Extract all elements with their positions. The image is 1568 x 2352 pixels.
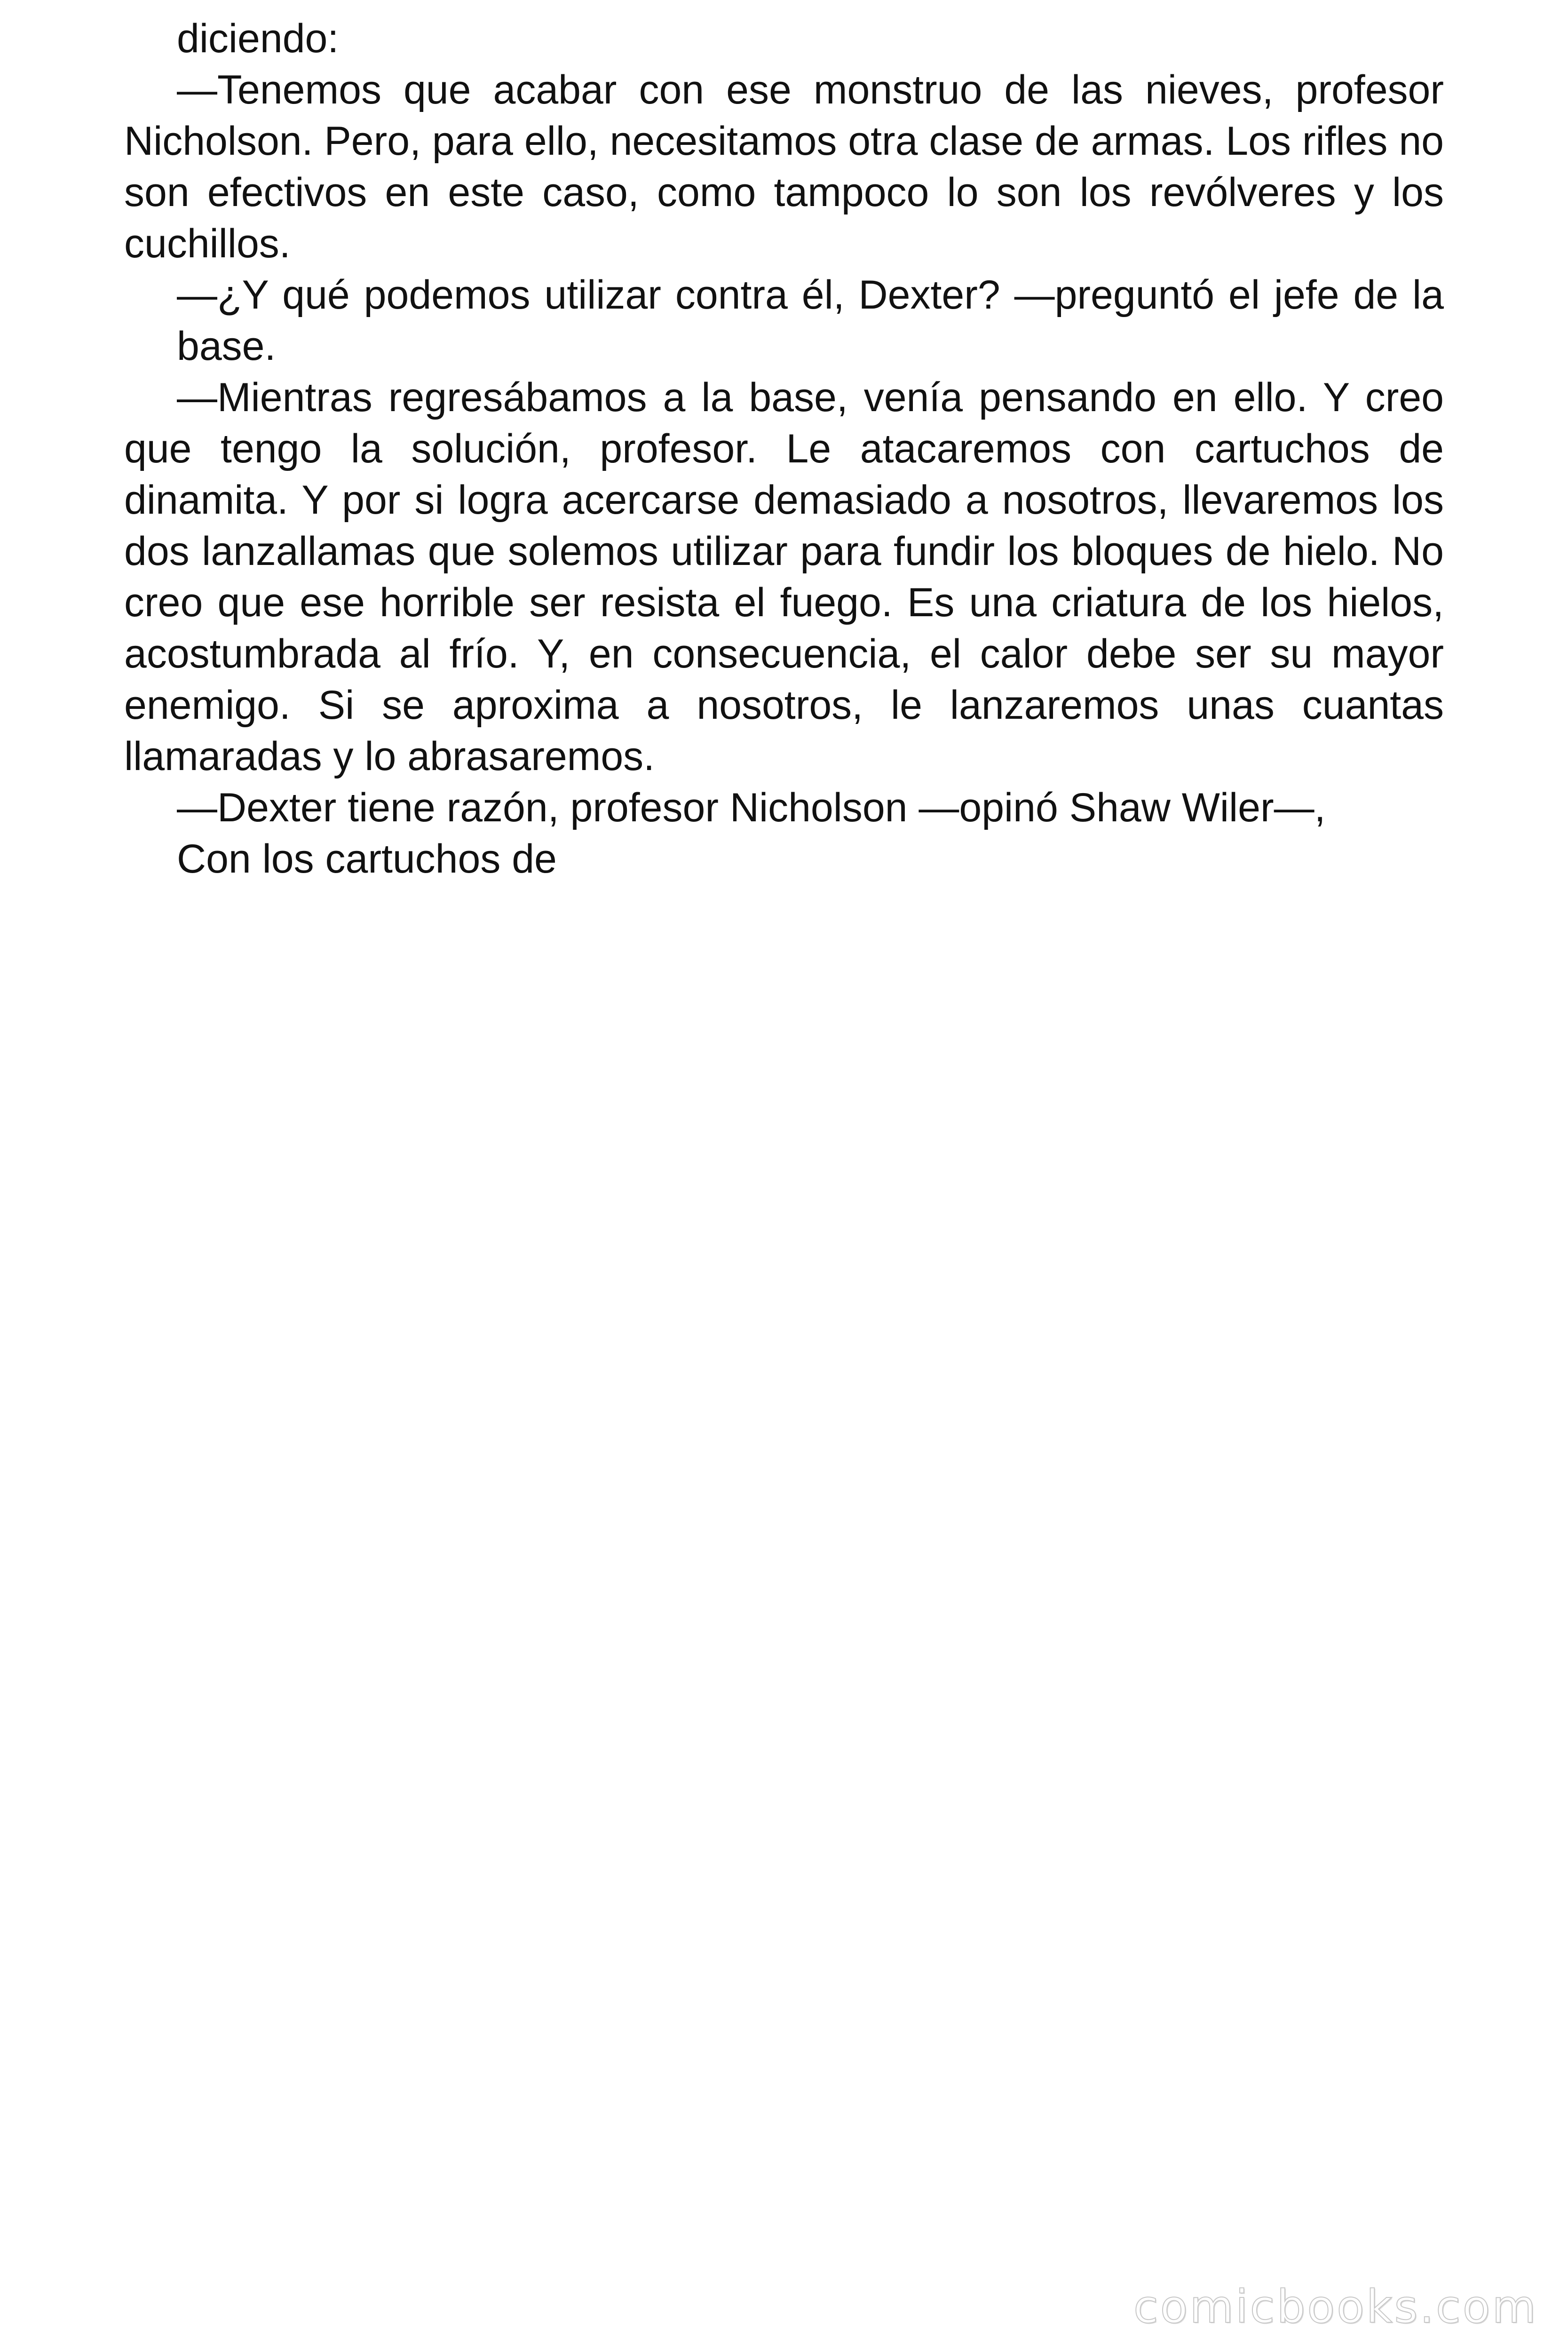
document-page xyxy=(124,13,1444,885)
paragraph-3: —¿Y qué podemos utilizar contra él, Dexter? —preguntó el jefe de la base. xyxy=(177,272,1444,369)
paragraph-1: diciendo: xyxy=(177,16,339,61)
paragraph-2: —Tenemos que acabar con ese monstruo de las nieves, profesor Nicholson. Pero, para ello, necesitamos otra clase de armas. Los rifles no son efectivos en este caso, como tampoco lo son los revólveres y los cuchillos. xyxy=(124,67,1444,266)
paragraph-5: —Dexter tiene razón, profesor Nicholson —opinó Shaw Wiler—, xyxy=(177,785,1326,830)
paragraph-4: —Mientras regresábamos a la base, venía pensando en ello. Y creo que tengo la solución, profesor. Le atacaremos con cartuchos de dinamita. Y por si logra acercarse demasiado a nosotros, llevaremos los dos lanzallamas que solemos utilizar para fundir los bloques de hielo. No creo que ese horrible ser resista el fuego. Es una criatura de los hielos, acostumbrada al frío. Y, en consecuencia, el calor debe ser su mayor enemigo. Si se aproxima a nosotros, le lanzaremos unas cuantas llamaradas y lo abrasaremos. xyxy=(124,375,1444,779)
watermark-logo: comicbooks.com xyxy=(1133,2280,1538,2333)
paragraph-6: Con los cartuchos de xyxy=(177,836,557,882)
